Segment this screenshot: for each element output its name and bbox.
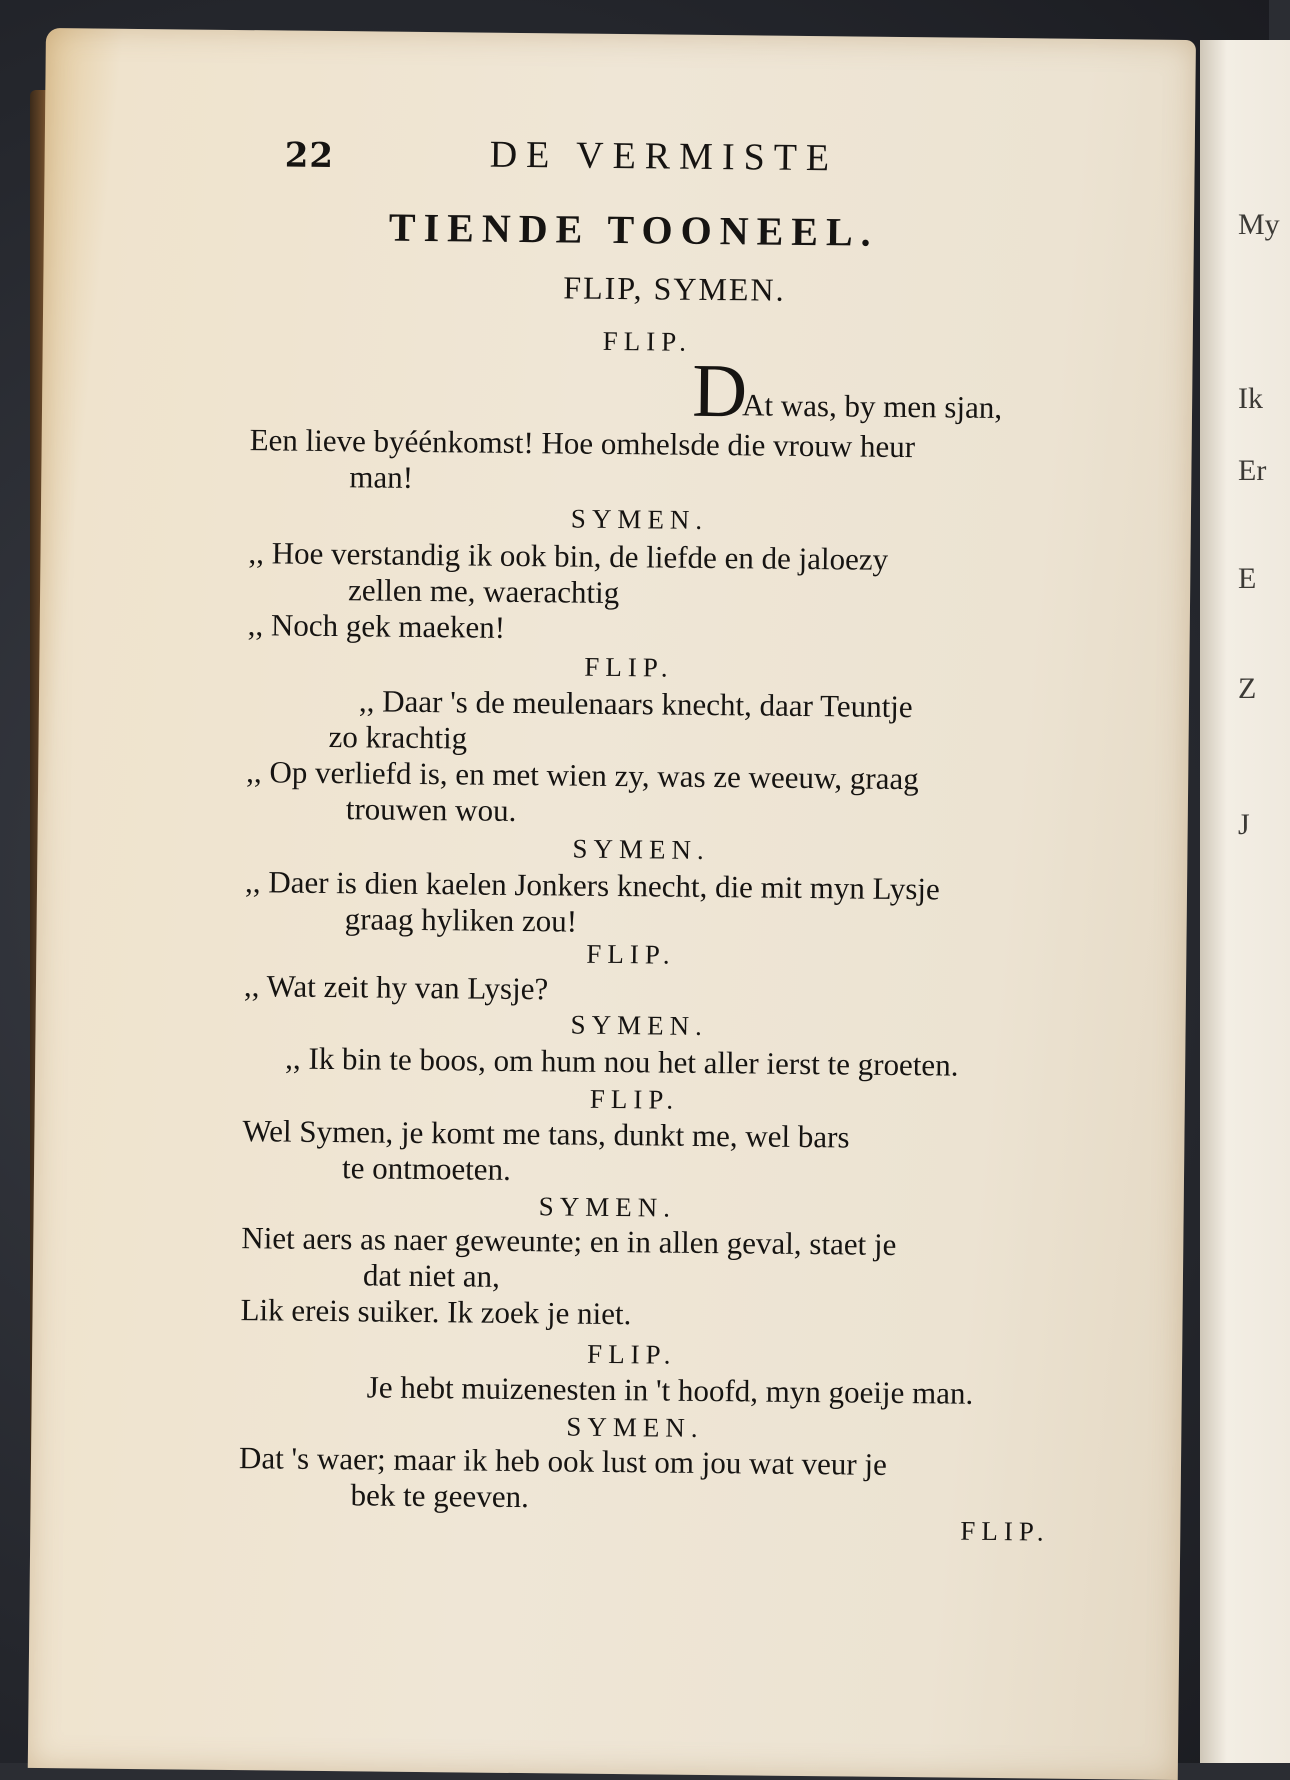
dialogue-line: Een lieve byéénkomst! Hoe omhelsde die vrouw heur: [249, 422, 916, 465]
facing-fragment: E: [1238, 562, 1257, 595]
dialogue-line: graag hyliken zou!: [344, 901, 578, 939]
facing-fragment: J: [1238, 808, 1250, 841]
dialogue-line: ,, Op verliefd is, en met wien zy, was ze weeuw, graag: [246, 754, 919, 797]
speaker-label: SYMEN.: [570, 1009, 709, 1041]
page-number: 22: [284, 135, 335, 177]
dialogue-line: zellen me, waerachtig: [347, 572, 620, 611]
facing-fragment: My: [1238, 208, 1280, 241]
speaker-label: SYMEN.: [572, 833, 710, 865]
dialogue-line: Niet aers as naer geweunte; en in allen geval, staet je: [241, 1220, 897, 1262]
facing-fragment: Ik: [1238, 382, 1263, 415]
dialogue-line: te ontmoeten.: [341, 1150, 511, 1187]
dialogue-line: ,, Noch gek maeken!: [247, 607, 506, 645]
dialogue-line: ,, Daar 's de meulenaars knecht, daar Teuntje: [358, 683, 913, 725]
dialogue-line: man!: [349, 459, 414, 495]
dialogue-line: Lik ereis suiker. Ik zoek je niet.: [240, 1292, 632, 1332]
page-content: [28, 28, 1196, 1780]
dialogue-line: trouwen wou.: [345, 791, 517, 828]
drop-cap: D: [691, 348, 748, 434]
dialogue-line: Wel Symen, je komt me tans, dunkt me, wel bars: [242, 1113, 850, 1155]
running-head: DE VERMISTE: [489, 133, 839, 180]
dialogue-line: ,, Wat zeit hy van Lysje?: [243, 968, 549, 1007]
book-page: [28, 28, 1196, 1780]
dialogue-line: Dat 's waer; maar ik heb ook lust om jou wat veur je: [238, 1440, 888, 1482]
dialogue-line: bek te geeven.: [350, 1477, 530, 1515]
facing-fragment: Er: [1238, 454, 1267, 487]
speaker-label: FLIP.: [589, 1083, 680, 1115]
facing-page: [1200, 40, 1290, 1763]
scene-title: TIENDE TOONEEL.: [388, 204, 879, 255]
cast-list: FLIP, SYMEN.: [563, 269, 786, 308]
facing-fragment: Z: [1238, 672, 1257, 705]
speaker-label: SYMEN.: [538, 1191, 677, 1223]
speaker-label: FLIP.: [584, 651, 674, 683]
speaker-label: SYMEN.: [566, 1411, 704, 1443]
dialogue-line: ,, Daer is dien kaelen Jonkers knecht, die mit myn Lysje: [244, 864, 940, 907]
dialogue-line: dat niet an,: [362, 1257, 501, 1294]
speaker-label: FLIP.: [586, 1338, 677, 1370]
speaker-label: FLIP.: [602, 325, 693, 357]
dialogue-line: zo krachtig: [328, 718, 468, 756]
speaker-label: FLIP.: [586, 938, 676, 970]
dialogue-line: At was, by men sjan,: [741, 387, 1003, 426]
catchword: FLIP.: [960, 1515, 1050, 1547]
dialogue-line: Je hebt muizenesten in 't hoofd, myn goeije man.: [366, 1369, 974, 1411]
dialogue-line: ,, Ik bin te boos, om hum nou het aller ierst te groeten.: [285, 1040, 959, 1083]
speaker-label: SYMEN.: [570, 503, 709, 535]
dialogue-line: ,, Hoe verstandig ik ook bin, de liefde en de jaloezy: [248, 535, 889, 577]
